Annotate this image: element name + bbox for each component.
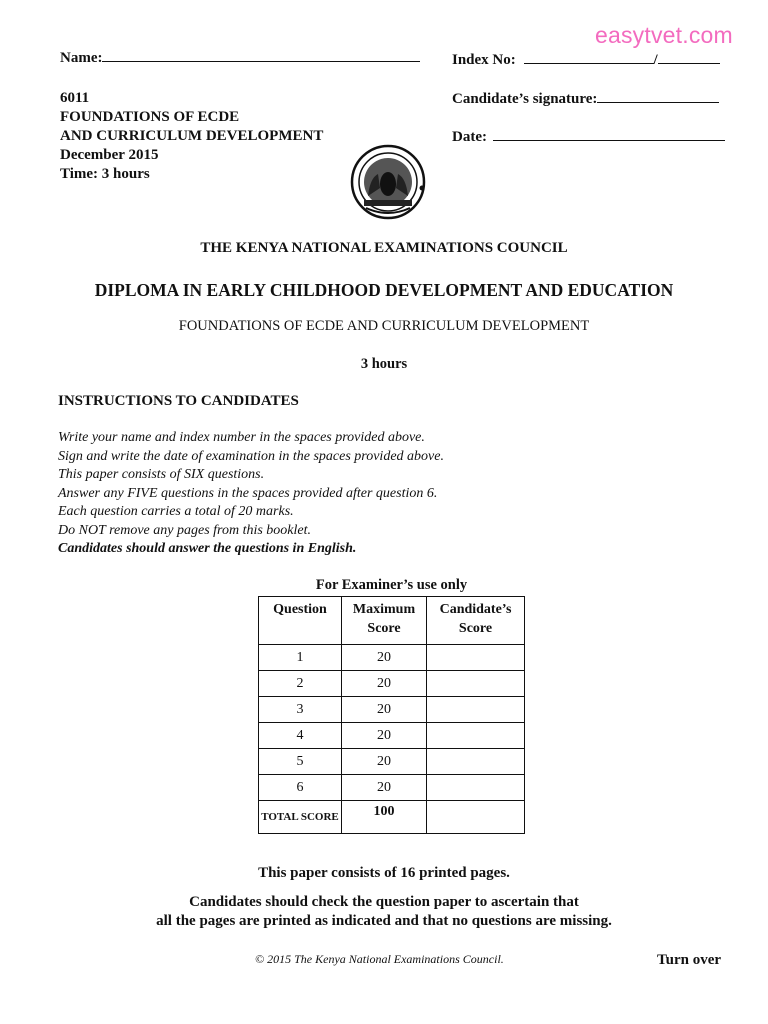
check-note-line-1: Candidates should check the question paper to ascertain that [189,894,579,910]
instructions-heading: INSTRUCTIONS TO CANDIDATES [58,393,299,409]
candidate-score-cell[interactable] [427,671,525,697]
col-max-score: Maximum Score [342,597,427,645]
max-score: 20 [342,645,427,671]
max-score: 20 [342,697,427,723]
signature-field[interactable] [452,90,719,109]
question-number: 2 [259,671,342,697]
pages-note: This paper consists of 16 printed pages. [258,865,510,881]
candidate-score-cell[interactable] [427,645,525,671]
exam-time: Time: 3 hours [60,166,150,182]
instruction-line: Do NOT remove any pages from this booklet. [58,522,312,538]
paper-code: 6011 [60,90,90,106]
index-label: Index No: [452,52,516,68]
index-line-1[interactable] [524,63,654,64]
table-row [259,723,525,749]
copyright: © 2015 The Kenya National Examinations Council. [255,952,504,966]
index-line-2[interactable] [658,63,720,64]
score-table-header [259,597,525,645]
instruction-line: Sign and write the date of examination in the spaces provided above. [58,448,444,464]
candidate-score-cell[interactable] [427,697,525,723]
max-score: 20 [342,671,427,697]
signature-line[interactable] [597,102,719,103]
kenya-coat-of-arms-seal-icon [350,138,426,226]
signature-label: Candidate’s signature: [452,91,598,107]
instructions-list [58,429,444,559]
question-number: 4 [259,723,342,749]
question-number: 1 [259,645,342,671]
date-field[interactable] [452,128,725,147]
total-label: TOTAL SCORE [259,801,342,834]
name-label: Name: [60,50,103,66]
candidate-score-cell[interactable] [427,775,525,801]
turn-over: Turn over [657,952,722,968]
question-number: 5 [259,749,342,775]
index-field[interactable] [452,51,720,70]
name-line[interactable] [102,61,420,62]
instruction-line: Candidates should answer the questions in English. [58,541,357,556]
col-question: Question [259,597,342,645]
table-row [259,775,525,801]
table-row [259,645,525,671]
check-note-line-2: all the pages are printed as indicated and that no questions are missing. [156,913,612,929]
table-row [259,671,525,697]
paper-title-line-1: FOUNDATIONS OF ECDE [60,109,240,125]
max-score: 20 [342,749,427,775]
date-line[interactable] [493,140,725,141]
diploma-title: DIPLOMA IN EARLY CHILDHOOD DEVELOPMENT AND EDUCATION [94,280,674,300]
candidate-score-cell[interactable] [427,723,525,749]
exam-date: December 2015 [60,147,159,163]
table-row [259,749,525,775]
max-score: 20 [342,775,427,801]
question-number: 3 [259,697,342,723]
duration: 3 hours [360,356,408,372]
total-row [259,801,525,834]
score-table [258,596,525,834]
max-score: 20 [342,723,427,749]
instruction-line: This paper consists of SIX questions. [58,467,265,482]
council-name: THE KENYA NATIONAL EXAMINATIONS COUNCIL [200,240,568,256]
instruction-line: Answer any FIVE questions in the spaces provided after question 6. [58,485,438,501]
subject-subtitle: FOUNDATIONS OF ECDE AND CURRICULUM DEVELOPMENT [178,318,590,334]
question-number: 6 [259,775,342,801]
total-candidate-score-cell[interactable] [427,801,525,834]
table-row [259,697,525,723]
total-max-score: 100 [342,801,427,834]
examiner-caption: For Examiner’s use only [315,577,468,593]
name-field[interactable] [60,49,420,68]
col-candidate-score: Candidate’s Score [427,597,525,645]
candidate-score-cell[interactable] [427,749,525,775]
paper-title-line-2: AND CURRICULUM DEVELOPMENT [60,128,324,144]
instruction-line: Each question carries a total of 20 marks. [58,504,294,519]
watermark-text: easytvet.com [595,22,733,48]
instruction-line: Write your name and index number in the spaces provided above. [58,430,425,445]
index-separator: / [653,52,658,68]
date-label: Date: [452,129,487,145]
